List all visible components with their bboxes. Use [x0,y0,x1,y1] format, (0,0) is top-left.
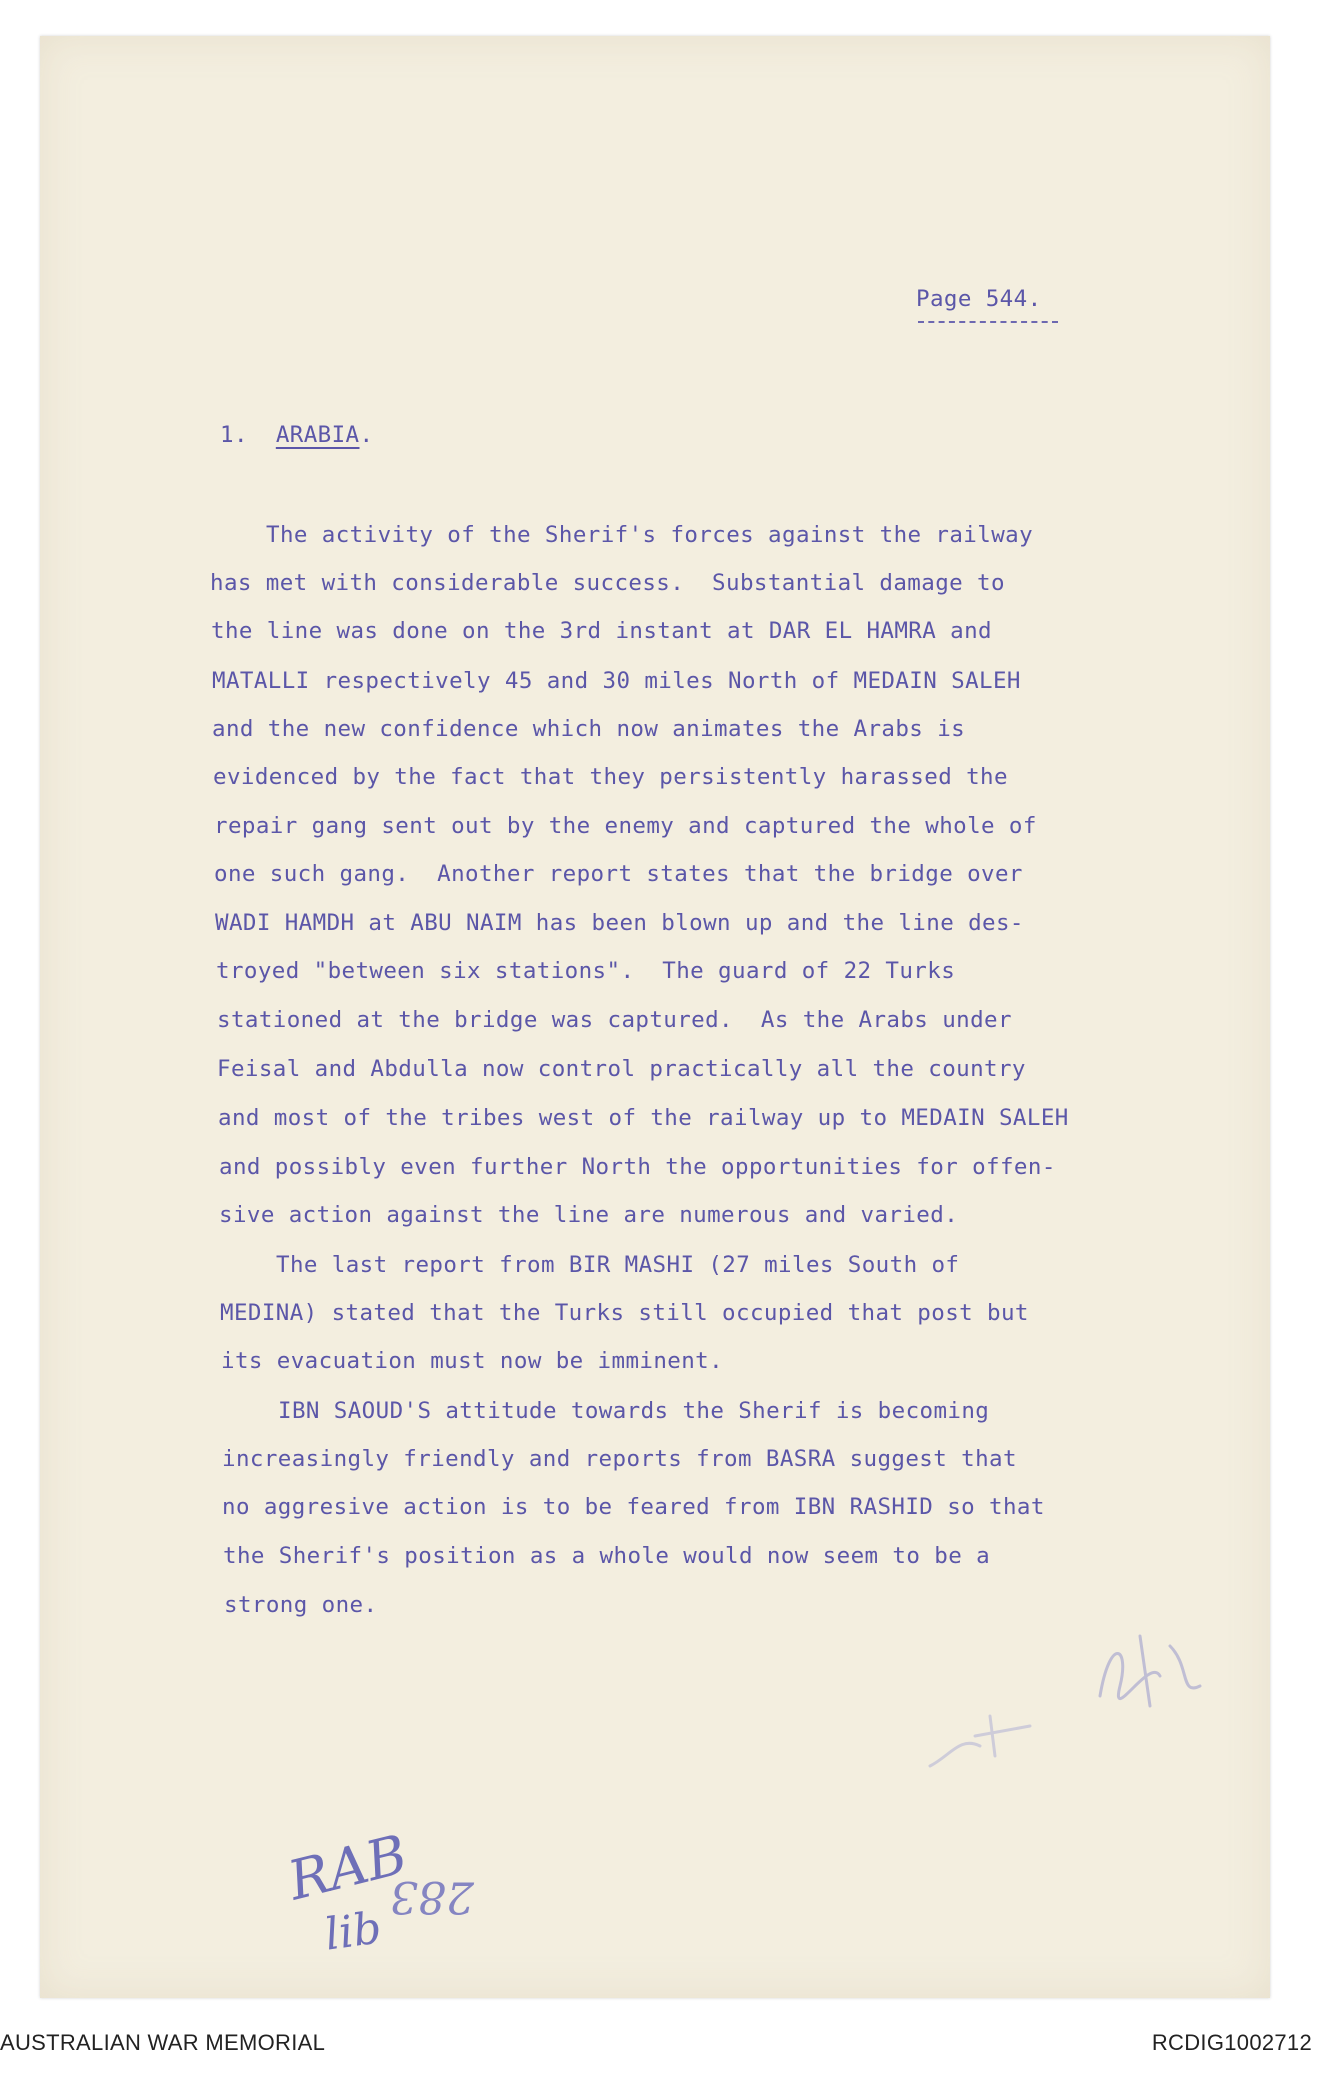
paragraph-3-line: IBN SAOUD'S attitude towards the Sherif is becoming [278,1398,990,1424]
paragraph-1-line: and the new confidence which now animates the Arabs is [212,716,966,742]
paragraph-1-line: the line was done on the 3rd instant at DAR EL HAMRA and [211,618,992,644]
paragraph-2-line: its evacuation must now be imminent. [221,1348,724,1374]
paragraph-2-line: MEDINA) stated that the Turks still occupied that post but [220,1300,1029,1326]
paragraph-1-line: MATALLI respectively 45 and 30 miles North of MEDAIN SALEH [212,668,1021,694]
pencil-scribble-icon [1080,1616,1230,1736]
paragraph-3-line: strong one. [224,1592,378,1618]
section-number: 1. [220,422,248,448]
paragraph-1-line: Feisal and Abdulla now control practically all the country [217,1056,1026,1082]
paragraph-1-line: troyed "between six stations". The guard of 22 Turks [216,958,956,984]
footer-archive-name: AUSTRALIAN WAR MEMORIAL [0,2030,326,2055]
paragraph-2-line: The last report from BIR MASHI (27 miles South of [276,1252,960,1278]
paragraph-1-line: The activity of the Sherif's forces against the railway [266,522,1034,548]
paragraph-3-line: no aggresive action is to be feared from IBN RASHID so that [222,1494,1045,1520]
paragraph-1-line: WADI HAMDH at ABU NAIM has been blown up and the line des- [215,910,1024,936]
section-title: ARABIA [275,422,360,448]
paragraph-1-line: and possibly even further North the opportunities for offen- [219,1154,1056,1180]
paragraph-1-line: and most of the tribes west of the railway up to MEDAIN SALEH [218,1105,1069,1131]
paragraph-1-line: one such gang. Another report states that the bridge over [214,861,1023,887]
paragraph-3-line: the Sherif's position as a whole would now seem to be a [223,1543,991,1569]
document-sheet [40,36,1270,1998]
paragraph-1-line: evidenced by the fact that they persistently harassed the [213,764,1008,790]
pencil-mark-icon [920,1696,1050,1786]
handwritten-initials: RAB [282,1822,414,1913]
handwritten-initials-secondary: lib [321,1902,385,1961]
paragraph-3-line: increasingly friendly and reports from BASRA suggest that [222,1446,1017,1472]
footer-record-id: RCDIG1002712 [1151,2030,1312,2055]
paragraph-1-line: sive action against the line are numerous and varied. [219,1202,959,1228]
paragraph-1-line: has met with considerable success. Substantial damage to [210,570,1005,596]
handwritten-folio-number: 283 [390,1871,474,1922]
paragraph-1-line: stationed at the bridge was captured. As the Arabs under [217,1007,1012,1033]
body-text [210,36,1210,1736]
page-number: Page 544. [916,286,1042,312]
section-title-period: . [359,422,374,448]
paragraph-1-line: repair gang sent out by the enemy and captured the whole of [214,813,1037,839]
